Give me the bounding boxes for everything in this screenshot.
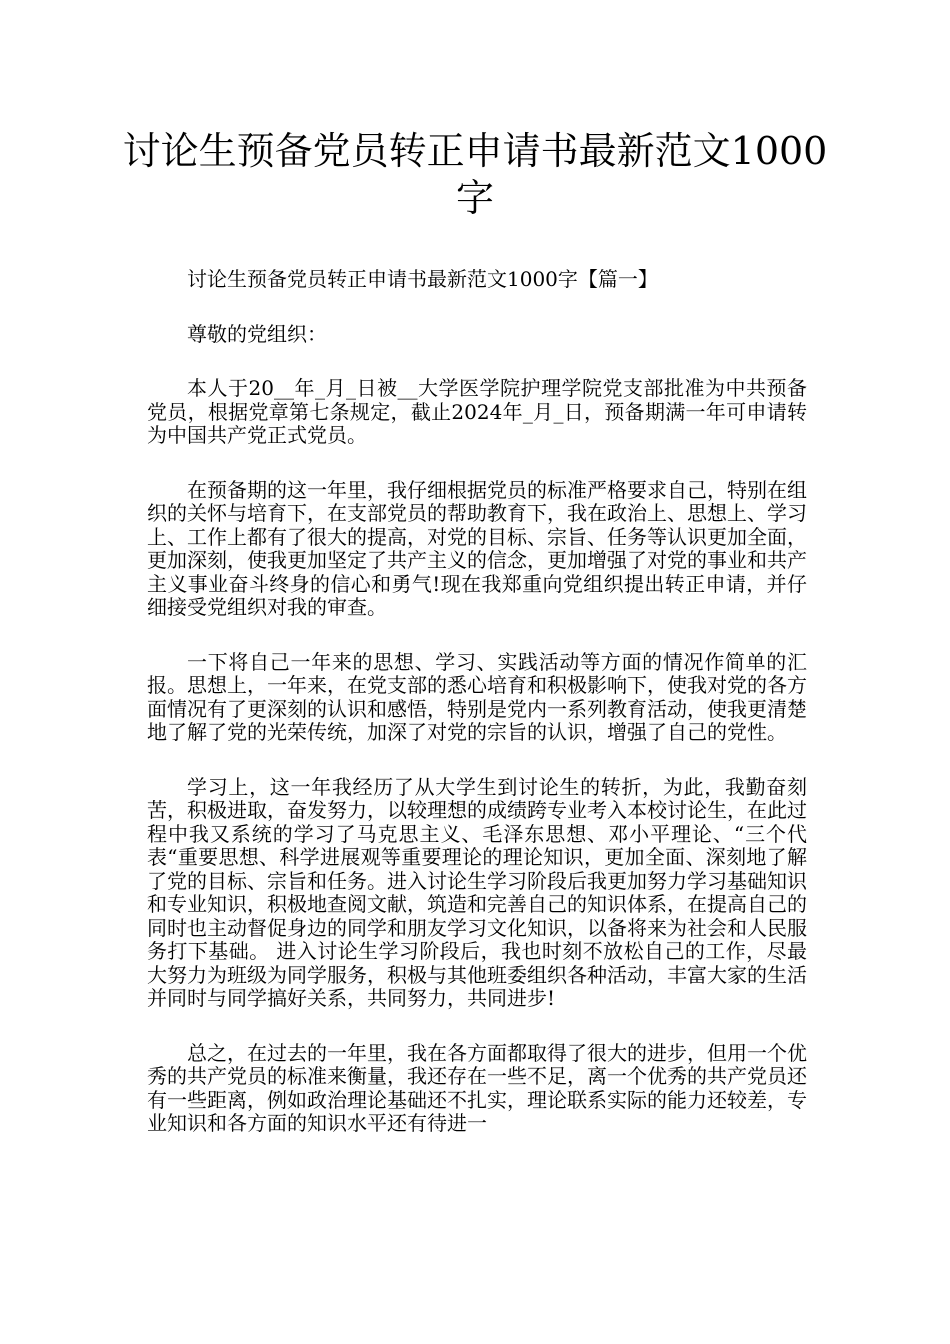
body-paragraph: 总之，在过去的一年里，我在各方面都取得了很大的进步，但用一个优秀的共产党员的标准来衡量，我还存在一些不足，离一个优秀的共产党员还有一些距离，例如政治理论基础还不扎实，理论联系实际的能力还较差，专业知识和各方面的知识水平还有待进一 <box>147 1040 807 1135</box>
section-heading: 讨论生预备党员转正申请书最新范文1000字【篇一】 <box>187 267 658 291</box>
salutation: 尊敬的党组织： <box>187 321 327 346</box>
document-title: 讨论生预备党员转正申请书最新范文1000字 <box>122 129 828 220</box>
body-paragraph: 学习上，这一年我经历了从大学生到讨论生的转折，为此，我勤奋刻苦，积极进取，奋发努力，以较理想的成绩跨专业考入本校讨论生，在此过程中我又系统的学习了马克思主义、毛泽东思想、邓小平理论、“三个代表“重要思想、科学进展观等重要理论的理论知识，更加全面、深刻地了解了党的目标、宗旨和任务。进入讨论生学习阶段后我更加努力学习基础知识和专业知识，积极地查阅文献，筑造和完善自己的知识体系，在提高自己的同时也主动督促身边的同学和朋友学习文化知识，以备将来为社会和人民服务打下基础。 进入讨论生学习阶段后，我也时刻不放松自己的工作，尽最大努力为班级为同学服务，积极与其他班委组织各种活动，丰富大家的生活并同时与同学搞好关系，共同努力，共同进步! <box>147 774 807 1010</box>
body-paragraph: 本人于20__年_月_日被__大学医学院护理学院党支部批准为中共预备党员，根据党章第七条规定，截止2024年_月_日，预备期满一年可申请转为中国共产党正式党员。 <box>147 376 807 447</box>
body-paragraph: 在预备期的这一年里，我仔细根据党员的标准严格要求自己，特别在组织的关怀与培育下，在支部党员的帮助教育下，我在政治上、思想上、学习上、工作上都有了很大的提高，对党的目标、宗旨、任务等认识更加全面，更加深刻，使我更加坚定了共产主义的信念，更加增强了对党的事业和共产主义事业奋斗终身的信心和勇气!现在我郑重向党组织提出转正申请，并仔细接受党组织对我的审查。 <box>147 477 807 619</box>
document-body <box>147 268 807 1167</box>
body-paragraph: 一下将自己一年来的思想、学习、实践活动等方面的情况作简单的汇报。思想上，一年来，在党支部的悉心培育和积极影响下，使我对党的各方面情况有了更深刻的认识和感悟，特别是党内一系列教育活动，使我更清楚地了解了党的光荣传统，加深了对党的宗旨的认识，增强了自己的党性。 <box>147 649 807 744</box>
